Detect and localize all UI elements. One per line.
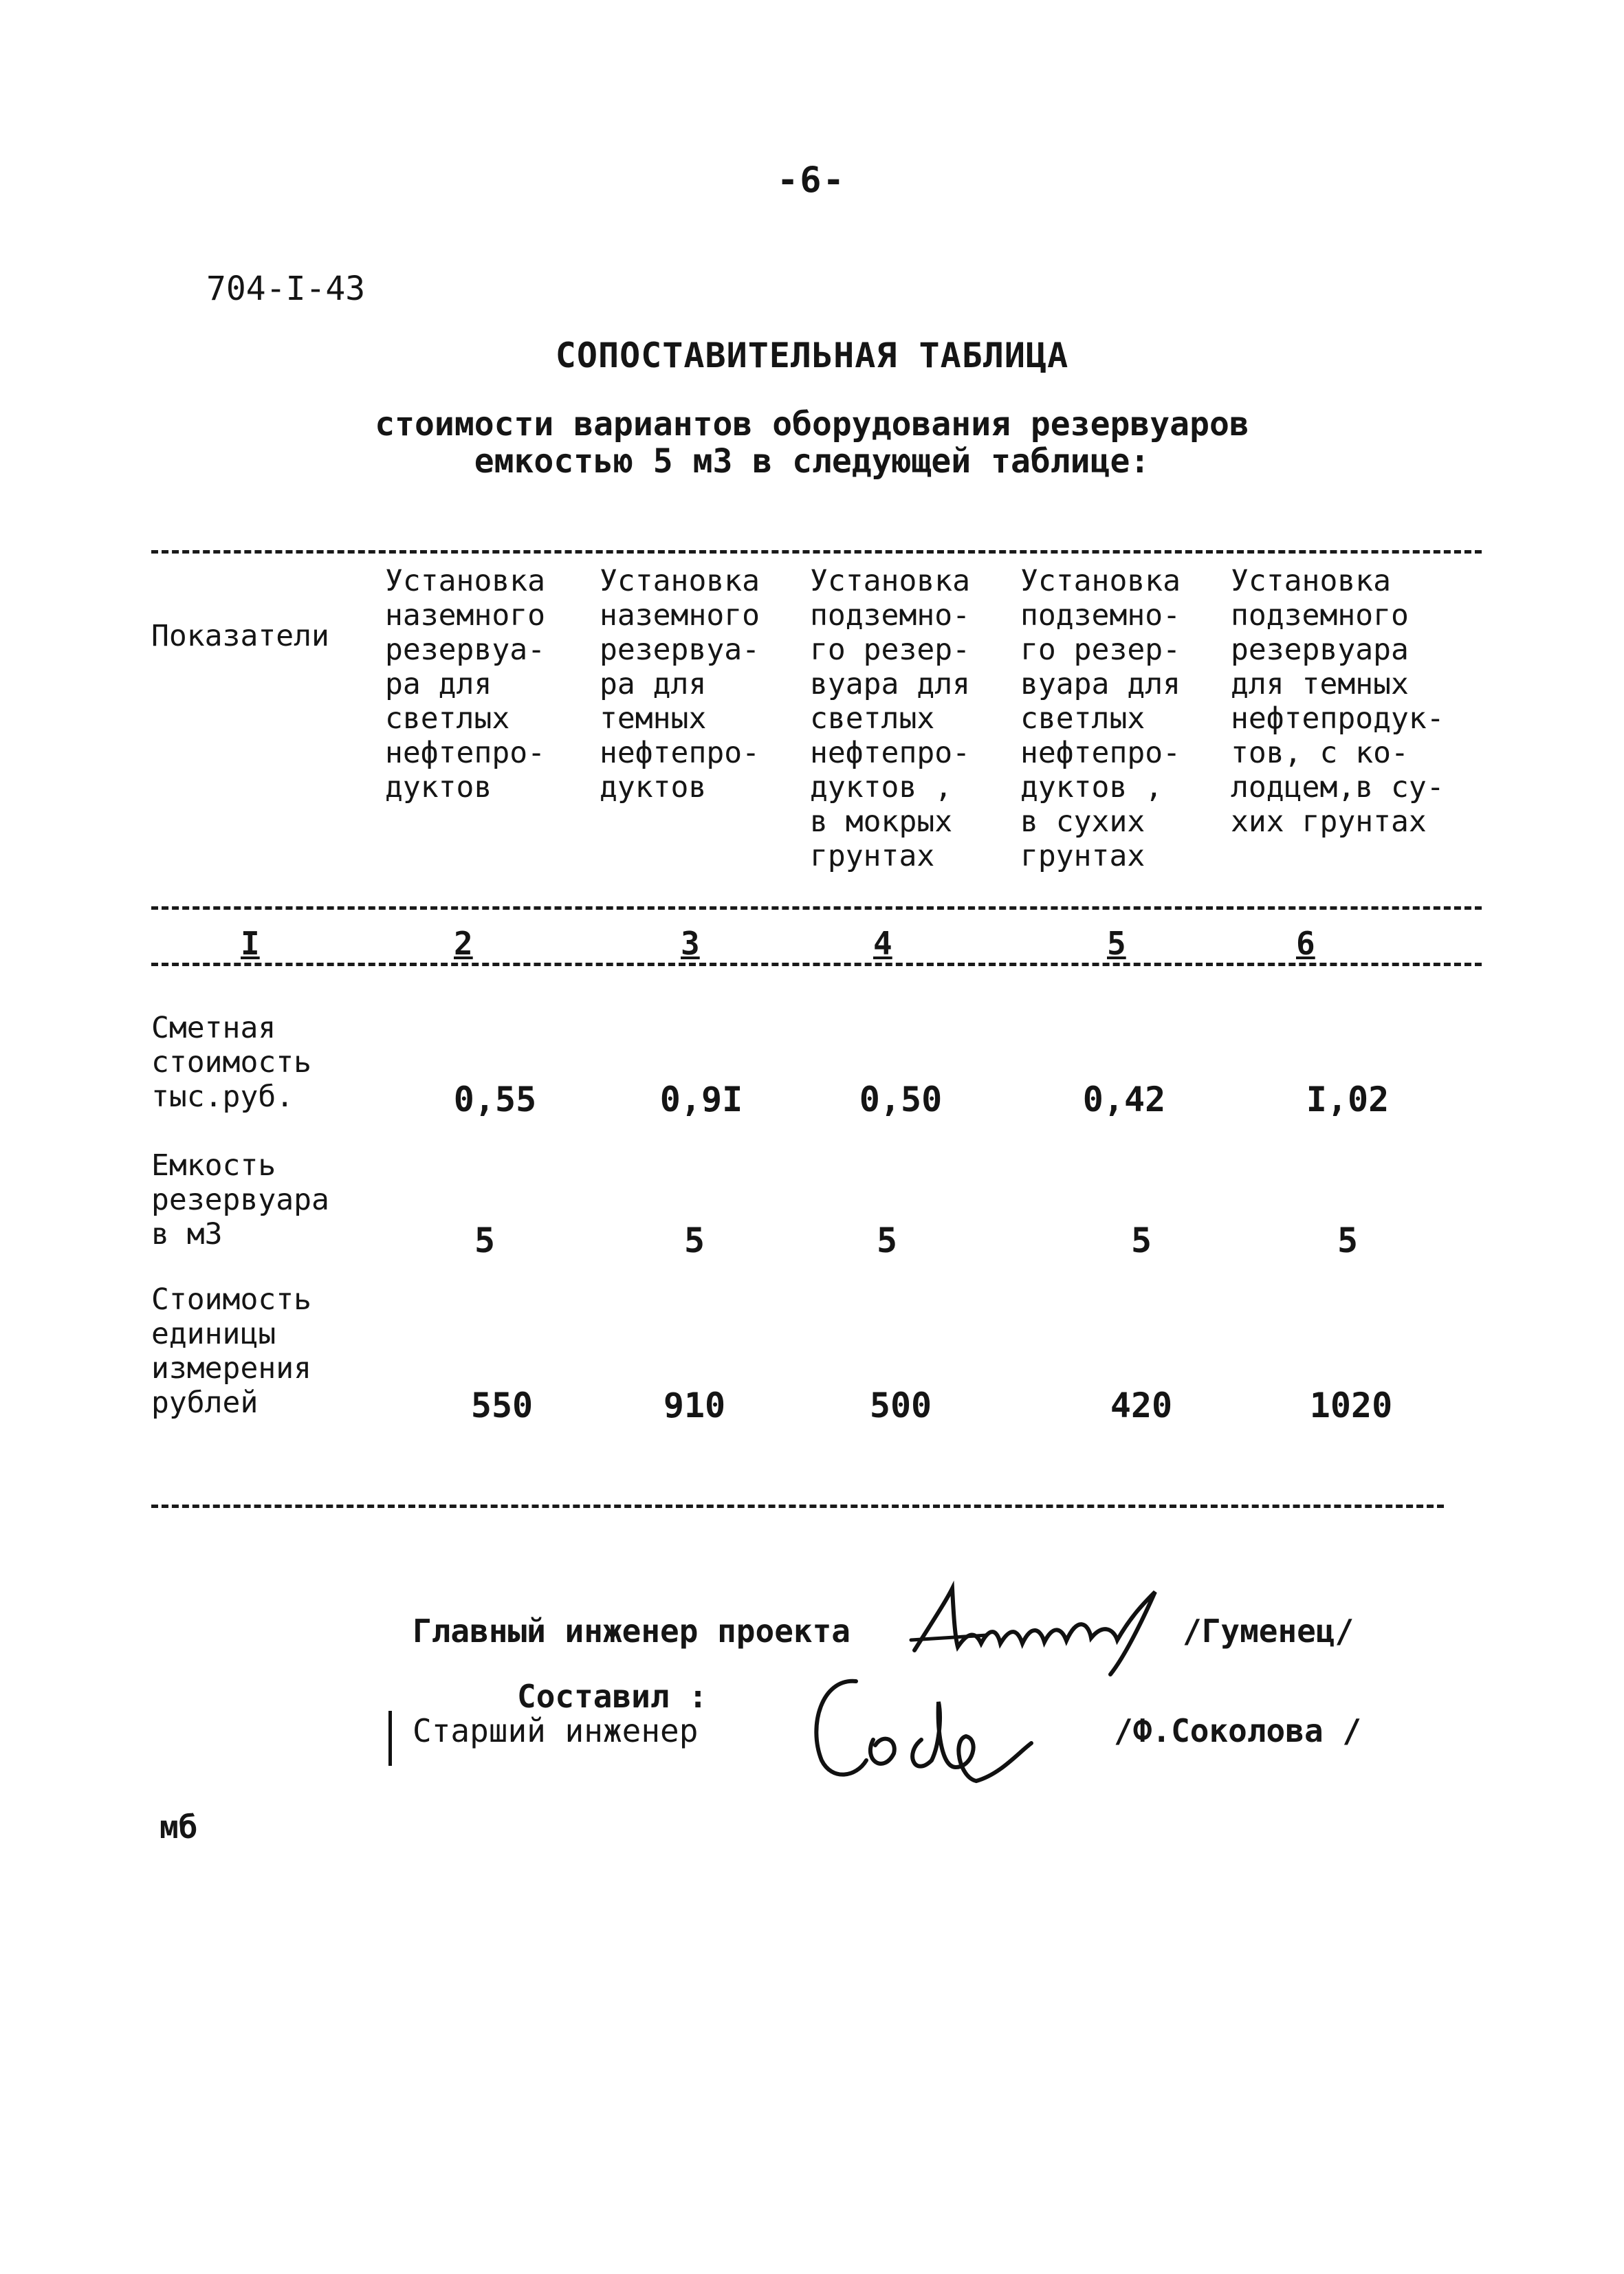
- cell-unit-cost-col2: 550: [470, 1386, 534, 1425]
- row-label-capacity: Емкость резервуара в м3: [151, 1148, 329, 1251]
- cell-capacity-col5: 5: [1130, 1221, 1152, 1260]
- header-bottom-rule: [151, 906, 1482, 910]
- cell-unit-cost-col6: 1020: [1309, 1386, 1393, 1425]
- cell-cost-col4: 0,50: [859, 1080, 943, 1119]
- row-label-unit-cost: Стоимость единицы измерения рублей: [151, 1282, 311, 1420]
- chief-engineer-signature: [904, 1575, 1200, 1678]
- column-number-2: 2: [454, 925, 473, 962]
- cell-capacity-col2: 5: [474, 1221, 496, 1260]
- cell-cost-col5: 0,42: [1082, 1080, 1166, 1119]
- cell-capacity-col6: 5: [1337, 1221, 1359, 1260]
- chief-engineer-label: Главный инженер проекта: [413, 1612, 851, 1650]
- senior-engineer-name: /Ф.Соколова /: [1114, 1712, 1362, 1749]
- page-title: СОПОСТАВИТЕЛЬНАЯ ТАБЛИЦА: [555, 336, 1069, 375]
- column-header-4: Установка подземно- го резер- вуара для светлых нефтепро- дуктов , в мокрых грунтах: [810, 564, 970, 873]
- row-label-estimated-cost: Сметная стоимость тыс.руб.: [151, 1011, 311, 1114]
- table-top-rule: [151, 550, 1482, 554]
- cell-unit-cost-col3: 910: [663, 1386, 726, 1425]
- cell-cost-col3: 0,9I: [659, 1080, 743, 1119]
- column-number-4: 4: [873, 925, 892, 962]
- cell-capacity-col4: 5: [876, 1221, 898, 1260]
- column-number-6: 6: [1296, 925, 1315, 962]
- numbering-bottom-rule: [151, 963, 1482, 966]
- table-bottom-rule: [151, 1505, 1444, 1508]
- cell-cost-col2: 0,55: [453, 1080, 537, 1119]
- page-number: -6-: [777, 160, 846, 201]
- column-number-1: I: [241, 925, 260, 962]
- senior-engineer-label: Старший инженер: [413, 1712, 699, 1749]
- chief-engineer-name: /Гуменец/: [1183, 1612, 1354, 1650]
- compiled-by-label: Составил :: [517, 1678, 707, 1715]
- document-code: 704-I-43: [206, 270, 366, 308]
- page-subtitle: стоимости вариантов оборудования резервуаров емкостью 5 м3 в следующей таблице:: [375, 405, 1249, 481]
- bracket-mark: [388, 1711, 392, 1766]
- column-number-5: 5: [1107, 925, 1126, 962]
- senior-engineer-signature: [801, 1664, 1035, 1795]
- column-header-3: Установка наземного резервуа- ра для темных нефтепро- дуктов: [600, 564, 760, 805]
- cell-capacity-col3: 5: [683, 1221, 705, 1260]
- cell-unit-cost-col4: 500: [869, 1386, 932, 1425]
- footer-mark: мб: [160, 1808, 198, 1846]
- column-header-5: Установка подземно- го резер- вуара для светлых нефтепро- дуктов , в сухих грунтах: [1020, 564, 1181, 873]
- column-header-2: Установка наземного резервуа- ра для светлых нефтепро- дуктов: [385, 564, 545, 805]
- column-header-indicators: Показатели: [151, 619, 329, 653]
- cell-unit-cost-col5: 420: [1110, 1386, 1173, 1425]
- column-header-6: Установка подземного резервуара для темных нефтепродук- тов, с ко- лодцем,в су- хих грунтах: [1231, 564, 1445, 839]
- cell-cost-col6: I,02: [1306, 1080, 1390, 1119]
- column-number-3: 3: [681, 925, 700, 962]
